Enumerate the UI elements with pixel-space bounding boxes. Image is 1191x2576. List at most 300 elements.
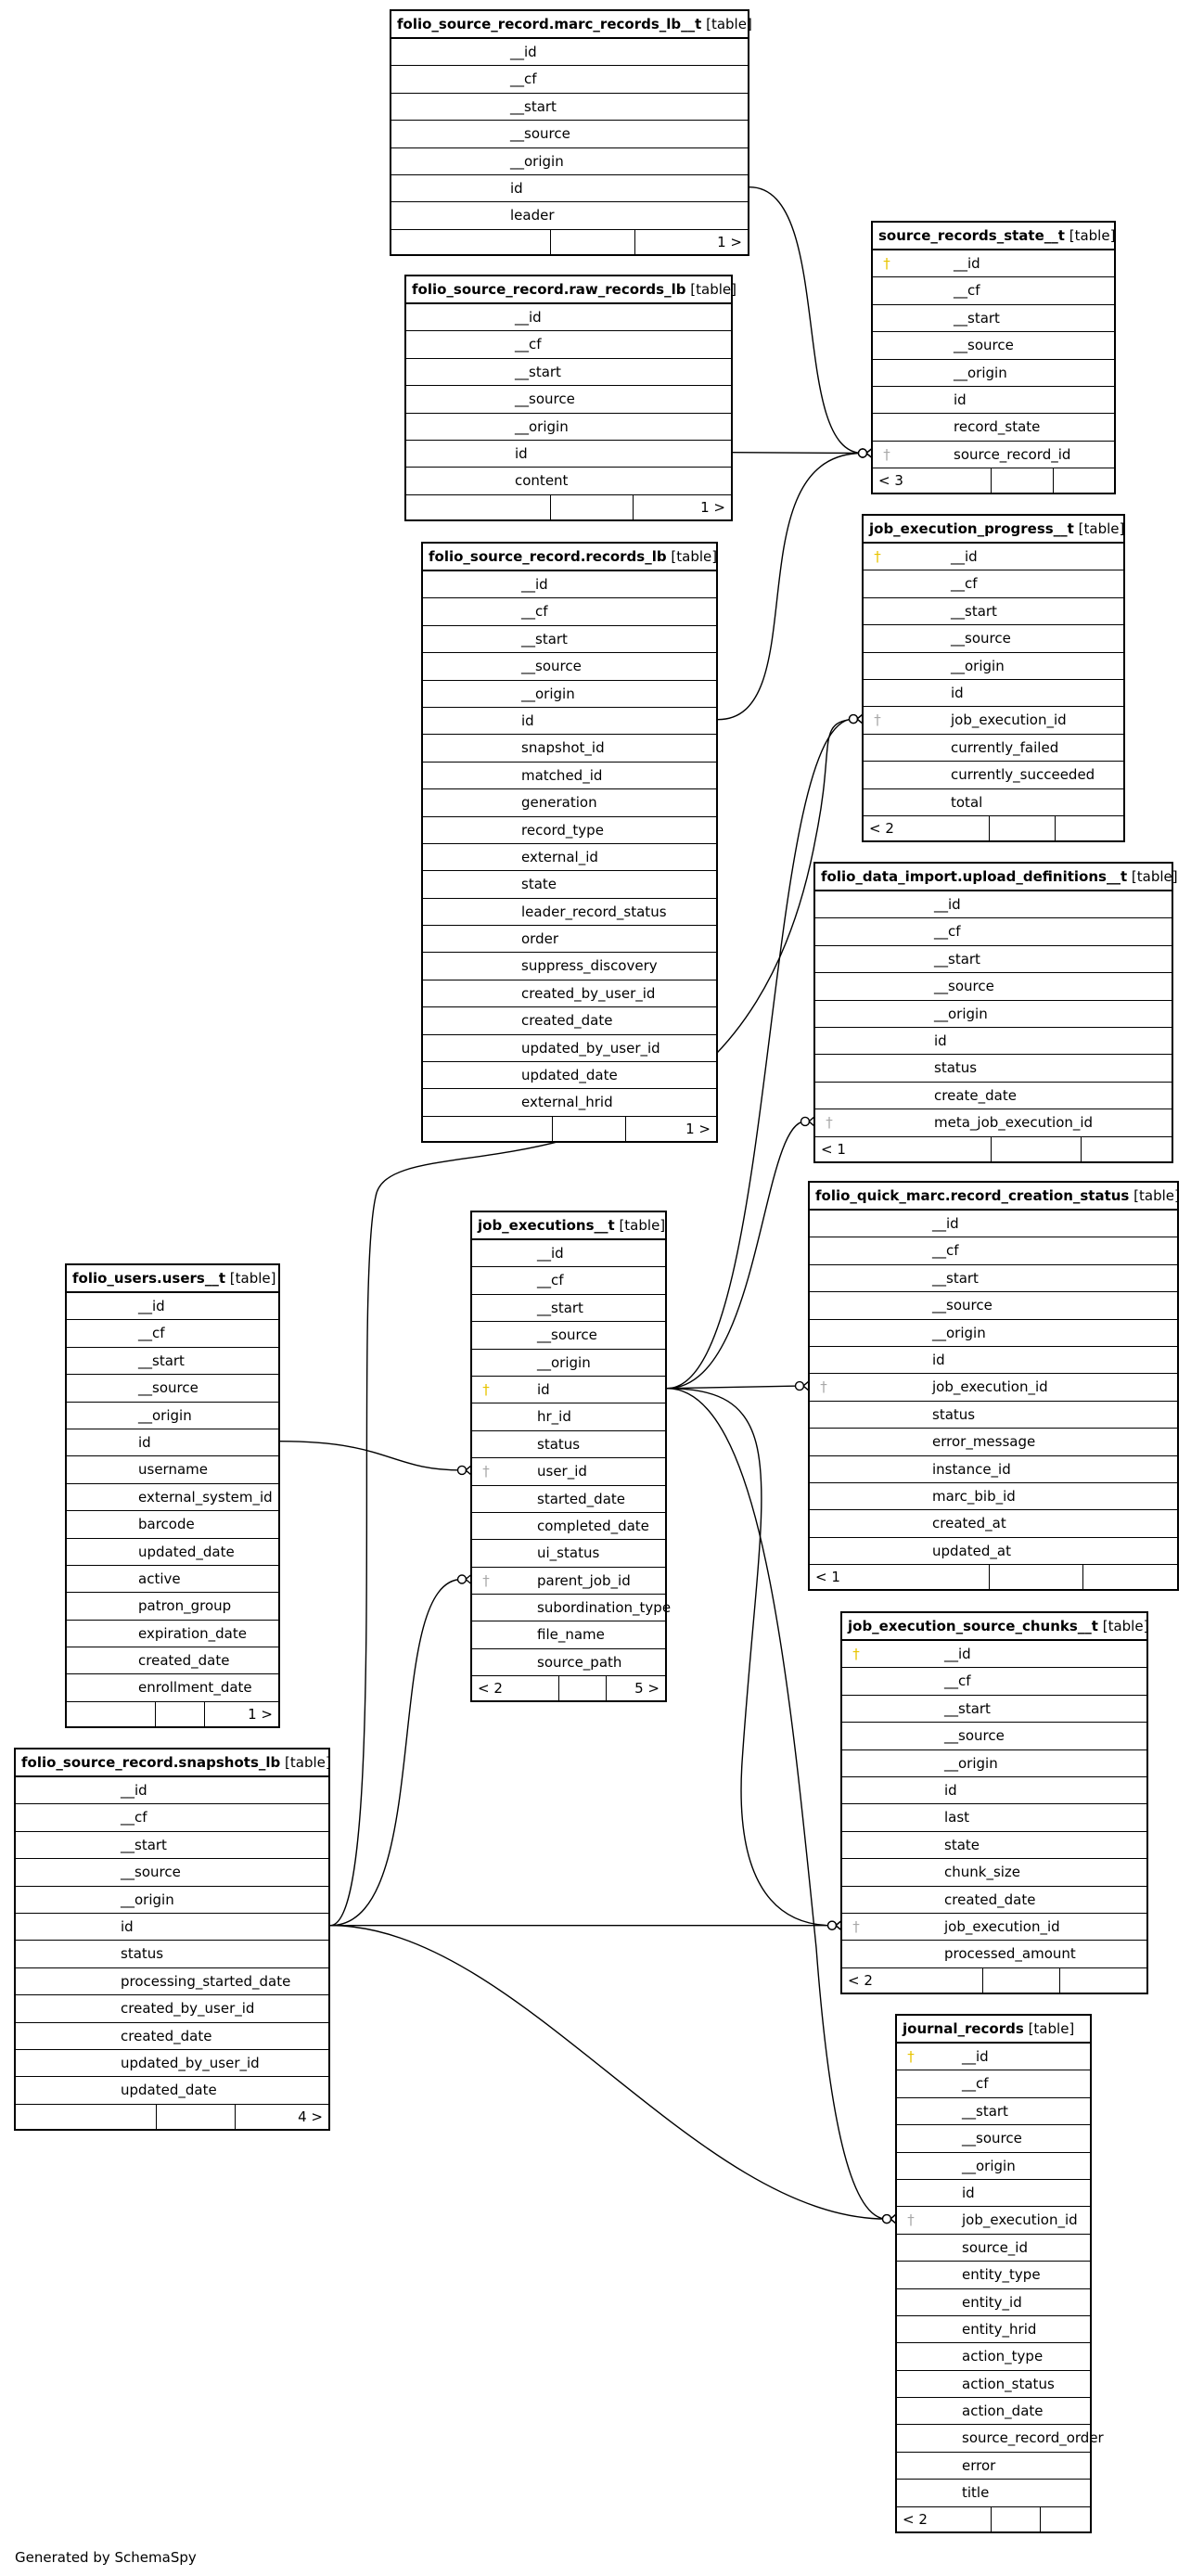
column-row-id[interactable] bbox=[406, 304, 731, 331]
column-row-id[interactable] bbox=[810, 1347, 1177, 1374]
table-footer bbox=[406, 495, 731, 519]
children-count bbox=[1056, 816, 1123, 840]
footer-cell bbox=[553, 1117, 626, 1141]
table-type-tag: [table] bbox=[285, 1754, 331, 1771]
column-row-source-record-id[interactable] bbox=[873, 442, 1114, 468]
column-name: __cf bbox=[932, 1242, 959, 1260]
table-footer bbox=[16, 2105, 328, 2129]
column-row-state[interactable] bbox=[423, 871, 716, 898]
table-header bbox=[472, 1212, 665, 1240]
footer-cell bbox=[990, 816, 1056, 840]
column-name: __id bbox=[934, 896, 961, 913]
column-row-action-type[interactable] bbox=[897, 2343, 1090, 2370]
column-row-cf[interactable] bbox=[864, 570, 1123, 597]
column-name: subordination_type bbox=[537, 1599, 672, 1617]
column-name: record_state bbox=[954, 418, 1041, 436]
column-row-source[interactable] bbox=[897, 2125, 1090, 2152]
column-name: leader_record_status bbox=[521, 903, 667, 920]
column-row-created-by-user-id[interactable] bbox=[16, 1995, 328, 2022]
column-row-record-type[interactable] bbox=[423, 817, 716, 844]
column-row-action-date[interactable] bbox=[897, 2398, 1090, 2425]
column-name: __id bbox=[121, 1782, 147, 1799]
column-row-id[interactable] bbox=[67, 1293, 278, 1320]
parents-count bbox=[16, 2105, 157, 2129]
column-name: action_type bbox=[962, 2348, 1044, 2365]
parents-count: < 3 bbox=[873, 468, 992, 493]
column-row-source[interactable] bbox=[391, 121, 748, 147]
column-row-updated-by-user-id[interactable] bbox=[16, 2050, 328, 2077]
column-row-source[interactable] bbox=[873, 332, 1114, 359]
edge-snap-to-journal bbox=[330, 1926, 887, 2219]
column-row-start[interactable] bbox=[864, 598, 1123, 625]
column-row-id[interactable] bbox=[423, 708, 716, 735]
column-row-instance-id[interactable] bbox=[810, 1456, 1177, 1483]
table-type-tag: [table] bbox=[229, 1270, 276, 1287]
column-row-start[interactable] bbox=[67, 1348, 278, 1375]
footer-cell bbox=[983, 1968, 1060, 1993]
column-row-completed-date[interactable] bbox=[472, 1513, 665, 1540]
column-row-origin[interactable] bbox=[472, 1350, 665, 1377]
column-name: record_type bbox=[521, 821, 604, 839]
column-name: entity_type bbox=[962, 2266, 1041, 2284]
column-row-source[interactable] bbox=[67, 1375, 278, 1402]
column-row-created-date[interactable] bbox=[842, 1887, 1146, 1914]
column-name: file_name bbox=[537, 1626, 605, 1644]
column-row-record-state[interactable] bbox=[873, 414, 1114, 441]
column-name: __cf bbox=[951, 575, 978, 593]
column-row-source[interactable] bbox=[472, 1322, 665, 1349]
column-row-origin[interactable] bbox=[67, 1403, 278, 1429]
column-row-source-record-order[interactable] bbox=[897, 2425, 1104, 2452]
edge-marc-to-state bbox=[749, 187, 863, 454]
column-row-start[interactable] bbox=[472, 1295, 665, 1322]
table-header bbox=[842, 1613, 1149, 1641]
parents-count: < 1 bbox=[815, 1137, 992, 1161]
column-name: instance_id bbox=[932, 1460, 1011, 1478]
column-row-order[interactable] bbox=[423, 926, 716, 953]
table-name: source_records_state__t bbox=[878, 227, 1065, 244]
column-name: expiration_date bbox=[138, 1624, 247, 1642]
column-row-id[interactable] bbox=[873, 250, 1114, 277]
table-header bbox=[423, 544, 716, 571]
column-row-updated-by-user-id[interactable] bbox=[423, 1035, 716, 1062]
column-row-origin[interactable] bbox=[873, 360, 1114, 387]
column-row-subordination-type[interactable] bbox=[472, 1595, 672, 1621]
column-name: __id bbox=[138, 1298, 165, 1314]
column-row-leader[interactable] bbox=[391, 202, 748, 229]
column-row-external-id[interactable] bbox=[423, 844, 716, 871]
table-source-chunks[interactable] bbox=[840, 1611, 1148, 1994]
column-row-entity-hrid[interactable] bbox=[897, 2316, 1090, 2343]
column-name: __start bbox=[932, 1269, 979, 1287]
column-row-source[interactable] bbox=[406, 386, 731, 413]
column-row-job-execution-id[interactable] bbox=[842, 1914, 1146, 1941]
column-row-meta-job-execution-id[interactable] bbox=[815, 1109, 1172, 1136]
table-footer bbox=[897, 2507, 1090, 2531]
zero-many-marker bbox=[458, 1575, 467, 1583]
column-name: created_date bbox=[121, 2027, 212, 2044]
column-row-username[interactable] bbox=[67, 1456, 278, 1483]
column-row-snapshot-id[interactable] bbox=[423, 735, 716, 762]
column-row-currently-succeeded[interactable] bbox=[864, 762, 1123, 788]
column-name: marc_bib_id bbox=[932, 1487, 1016, 1505]
column-row-source[interactable] bbox=[815, 973, 1172, 1000]
zero-many-marker bbox=[801, 1117, 810, 1125]
column-name: started_date bbox=[537, 1490, 626, 1507]
column-row-error-message[interactable] bbox=[810, 1429, 1177, 1455]
table-header bbox=[16, 1749, 331, 1777]
column-row-origin[interactable] bbox=[864, 653, 1123, 680]
column-name: __cf bbox=[954, 282, 980, 300]
column-row-start[interactable] bbox=[423, 626, 716, 653]
column-name: generation bbox=[521, 794, 597, 812]
children-count: 1 > bbox=[700, 498, 726, 516]
column-row-source[interactable] bbox=[864, 625, 1123, 652]
table-footer bbox=[864, 816, 1123, 840]
column-row-origin[interactable] bbox=[391, 148, 748, 175]
column-row-created-by-user-id[interactable] bbox=[423, 980, 716, 1007]
column-name: __source bbox=[138, 1379, 198, 1397]
column-name: __origin bbox=[521, 685, 575, 702]
column-row-ui-status[interactable] bbox=[472, 1540, 665, 1567]
column-row-id[interactable] bbox=[842, 1777, 1146, 1804]
column-name: __start bbox=[537, 1299, 583, 1316]
column-row-origin[interactable] bbox=[842, 1750, 1146, 1777]
column-row-active[interactable] bbox=[67, 1566, 278, 1593]
column-name: __id bbox=[510, 44, 537, 60]
column-row-id[interactable] bbox=[391, 175, 748, 202]
column-row-last[interactable] bbox=[842, 1804, 1146, 1831]
column-row-entity-type[interactable] bbox=[897, 2262, 1090, 2288]
column-name: content bbox=[515, 472, 569, 490]
column-row-id[interactable] bbox=[67, 1429, 278, 1456]
column-row-status[interactable] bbox=[472, 1431, 665, 1458]
children-count bbox=[1060, 1968, 1146, 1993]
column-row-origin[interactable] bbox=[815, 1001, 1172, 1028]
column-row-created-at[interactable] bbox=[810, 1510, 1177, 1537]
column-name: leader bbox=[510, 207, 555, 224]
table-records-lb[interactable] bbox=[421, 542, 718, 1143]
column-row-id[interactable] bbox=[810, 1211, 1177, 1237]
zero-many-marker bbox=[796, 1382, 804, 1391]
column-name: __origin bbox=[954, 364, 1007, 381]
column-row-cf[interactable] bbox=[391, 66, 748, 93]
footer-cell bbox=[157, 2105, 236, 2129]
column-name: order bbox=[521, 930, 558, 948]
column-row-chunk-size[interactable] bbox=[842, 1859, 1146, 1886]
column-name: created_date bbox=[944, 1890, 1036, 1908]
column-row-error[interactable] bbox=[897, 2453, 1090, 2480]
table-header bbox=[815, 864, 1178, 891]
column-row-start[interactable] bbox=[897, 2098, 1090, 2125]
column-row-cf[interactable] bbox=[406, 331, 731, 358]
column-row-id[interactable] bbox=[391, 39, 748, 66]
column-name: status bbox=[932, 1405, 976, 1423]
column-row-cf[interactable] bbox=[873, 277, 1114, 304]
table-type-tag: [table] bbox=[1131, 868, 1178, 885]
column-row-currently-failed[interactable] bbox=[864, 735, 1123, 762]
column-row-hr-id[interactable] bbox=[472, 1403, 665, 1430]
column-row-created-date[interactable] bbox=[423, 1007, 716, 1034]
column-row-cf[interactable] bbox=[423, 598, 716, 625]
column-row-cf[interactable] bbox=[810, 1237, 1177, 1264]
column-name: job_execution_id bbox=[951, 711, 1067, 729]
table-footer bbox=[391, 230, 748, 254]
table-name: folio_source_record.marc_records_lb__t bbox=[397, 16, 702, 32]
table-footer bbox=[842, 1968, 1146, 1993]
column-row-id[interactable] bbox=[472, 1240, 665, 1267]
generated-by-note: Generated by SchemaSpy bbox=[15, 2549, 197, 2566]
column-name: __origin bbox=[510, 152, 564, 170]
column-row-barcode[interactable] bbox=[67, 1511, 278, 1538]
column-row-parent-job-id[interactable] bbox=[472, 1568, 665, 1595]
parents-count bbox=[67, 1702, 156, 1726]
column-row-external-system-id[interactable] bbox=[67, 1484, 278, 1511]
column-row-marc-bib-id[interactable] bbox=[810, 1483, 1177, 1510]
table-type-tag: [table] bbox=[1102, 1618, 1149, 1634]
column-name: currently_failed bbox=[951, 738, 1059, 756]
column-name: currently_succeeded bbox=[951, 766, 1095, 784]
column-name: job_execution_id bbox=[962, 2211, 1078, 2229]
column-row-user-id[interactable] bbox=[472, 1458, 665, 1485]
table-source-records-state[interactable] bbox=[871, 221, 1116, 494]
column-row-start[interactable] bbox=[406, 359, 731, 386]
column-row-cf[interactable] bbox=[16, 1804, 328, 1831]
column-name: __id bbox=[962, 2048, 989, 2065]
column-name: id bbox=[515, 444, 528, 462]
column-row-started-date[interactable] bbox=[472, 1486, 665, 1513]
foreign-key-icon: † bbox=[852, 1917, 860, 1935]
children-count bbox=[1054, 468, 1114, 493]
column-name: __source bbox=[510, 125, 570, 143]
column-row-updated-date[interactable] bbox=[67, 1539, 278, 1566]
column-row-source-path[interactable] bbox=[472, 1649, 665, 1676]
column-row-origin[interactable] bbox=[16, 1887, 328, 1914]
column-row-expiration-date[interactable] bbox=[67, 1621, 278, 1647]
column-row-job-execution-id[interactable] bbox=[864, 707, 1123, 734]
column-row-entity-id[interactable] bbox=[897, 2289, 1090, 2316]
column-row-source-id[interactable] bbox=[897, 2235, 1090, 2262]
footer-cell bbox=[990, 1565, 1083, 1589]
table-journal-records[interactable] bbox=[895, 2014, 1104, 2533]
column-row-id[interactable] bbox=[472, 1377, 665, 1403]
column-name: __source bbox=[932, 1297, 992, 1314]
column-row-external-hrid[interactable] bbox=[423, 1089, 716, 1116]
column-name: ui_status bbox=[537, 1544, 600, 1562]
edge-je-to-upload bbox=[667, 1121, 805, 1389]
column-row-status[interactable] bbox=[815, 1055, 1172, 1082]
parents-count bbox=[391, 230, 551, 254]
table-snapshots[interactable] bbox=[14, 1748, 330, 2131]
column-name: __id bbox=[521, 576, 548, 593]
table-footer bbox=[67, 1702, 278, 1726]
table-upload-defs[interactable] bbox=[813, 862, 1178, 1163]
column-row-status[interactable] bbox=[16, 1941, 328, 1967]
column-row-start[interactable] bbox=[810, 1265, 1177, 1292]
column-row-source[interactable] bbox=[16, 1859, 328, 1886]
column-row-created-date[interactable] bbox=[16, 2023, 328, 2050]
column-row-id[interactable] bbox=[864, 680, 1123, 707]
column-row-source[interactable] bbox=[810, 1292, 1177, 1319]
column-name: patron_group bbox=[138, 1597, 232, 1615]
column-row-suppress-discovery[interactable] bbox=[423, 953, 716, 980]
column-row-id[interactable] bbox=[815, 891, 1172, 918]
primary-key-icon: † bbox=[883, 255, 890, 272]
column-row-created-date[interactable] bbox=[67, 1647, 278, 1674]
column-name: action_date bbox=[962, 2403, 1044, 2420]
column-row-origin[interactable] bbox=[810, 1320, 1177, 1347]
column-row-leader-record-status[interactable] bbox=[423, 899, 716, 926]
column-row-start[interactable] bbox=[16, 1832, 328, 1859]
parents-count: < 2 bbox=[897, 2507, 992, 2531]
column-row-id[interactable] bbox=[864, 544, 1123, 570]
column-row-updated-at[interactable] bbox=[810, 1538, 1177, 1565]
column-row-cf[interactable] bbox=[897, 2070, 1090, 2097]
column-name: suppress_discovery bbox=[521, 957, 658, 975]
column-row-job-execution-id[interactable] bbox=[810, 1374, 1177, 1401]
column-row-start[interactable] bbox=[842, 1696, 1146, 1723]
column-row-patron-group[interactable] bbox=[67, 1593, 278, 1620]
column-row-enrollment-date[interactable] bbox=[67, 1674, 278, 1701]
table-name: folio_quick_marc.record_creation_status bbox=[815, 1187, 1130, 1204]
column-row-id[interactable] bbox=[873, 387, 1114, 414]
column-name: source_record_id bbox=[954, 445, 1071, 463]
column-name: source_record_order bbox=[962, 2429, 1104, 2447]
column-name: __start bbox=[510, 97, 557, 115]
column-row-status[interactable] bbox=[810, 1402, 1177, 1429]
column-row-start[interactable] bbox=[391, 94, 748, 121]
column-name: active bbox=[138, 1570, 181, 1587]
table-name: folio_data_import.upload_definitions__t bbox=[821, 868, 1128, 885]
table-job-executions[interactable] bbox=[470, 1211, 672, 1702]
table-name: job_execution_progress__t bbox=[869, 520, 1074, 537]
column-name: parent_job_id bbox=[537, 1571, 631, 1589]
column-row-generation[interactable] bbox=[423, 789, 716, 816]
column-name: barcode bbox=[138, 1516, 195, 1533]
footer-cell bbox=[559, 1676, 607, 1700]
column-row-file-name[interactable] bbox=[472, 1621, 665, 1648]
column-row-start[interactable] bbox=[815, 946, 1172, 973]
column-row-id[interactable] bbox=[815, 1028, 1172, 1055]
table-quick-marc[interactable] bbox=[808, 1181, 1179, 1591]
footer-cell bbox=[551, 495, 634, 519]
column-row-state[interactable] bbox=[842, 1832, 1146, 1859]
column-name: source_path bbox=[537, 1653, 622, 1671]
column-row-total[interactable] bbox=[864, 789, 1123, 816]
column-row-id[interactable] bbox=[842, 1641, 1146, 1668]
zero-many-marker bbox=[850, 715, 858, 724]
table-header bbox=[391, 11, 752, 39]
column-name: created_date bbox=[138, 1652, 230, 1670]
column-name: id bbox=[944, 1781, 957, 1799]
footer-cell bbox=[992, 1137, 1082, 1161]
footer-cell bbox=[551, 230, 635, 254]
column-row-processing-started-date[interactable] bbox=[16, 1968, 328, 1995]
column-name: entity_id bbox=[962, 2293, 1022, 2311]
column-name: id bbox=[521, 711, 534, 729]
table-users[interactable] bbox=[65, 1263, 280, 1728]
column-row-origin[interactable] bbox=[423, 681, 716, 708]
table-type-tag: [table] bbox=[706, 16, 752, 32]
column-name: __id bbox=[932, 1215, 959, 1232]
foreign-key-icon: † bbox=[820, 1378, 827, 1396]
column-name: __start bbox=[951, 602, 997, 620]
column-row-start[interactable] bbox=[873, 305, 1114, 332]
column-row-origin[interactable] bbox=[406, 414, 731, 441]
column-row-source[interactable] bbox=[423, 653, 716, 680]
column-row-cf[interactable] bbox=[815, 918, 1172, 945]
parents-count: < 2 bbox=[842, 1968, 983, 1993]
column-row-job-execution-id[interactable] bbox=[897, 2207, 1090, 2234]
table-header bbox=[873, 223, 1114, 250]
column-row-updated-date[interactable] bbox=[423, 1062, 716, 1089]
column-name: last bbox=[944, 1809, 970, 1826]
foreign-key-icon: † bbox=[482, 1571, 490, 1589]
column-name: meta_job_execution_id bbox=[934, 1114, 1094, 1132]
edge-snap-to-parentjob bbox=[330, 1580, 462, 1926]
column-row-action-status[interactable] bbox=[897, 2371, 1090, 2398]
column-name: status bbox=[537, 1435, 581, 1453]
column-row-id[interactable] bbox=[897, 2044, 1090, 2070]
table-job-exec-progress[interactable] bbox=[862, 514, 1125, 842]
column-row-matched-id[interactable] bbox=[423, 763, 716, 789]
column-name: __source bbox=[962, 2130, 1022, 2147]
column-row-id[interactable] bbox=[406, 441, 731, 468]
parents-count: < 2 bbox=[472, 1676, 559, 1700]
footer-cell bbox=[992, 468, 1054, 493]
column-row-source[interactable] bbox=[842, 1723, 1146, 1749]
table-type-tag: [table] bbox=[1078, 520, 1125, 537]
column-row-id[interactable] bbox=[897, 2180, 1090, 2207]
column-row-id[interactable] bbox=[423, 571, 716, 598]
column-name: updated_date bbox=[521, 1067, 618, 1084]
column-row-id[interactable] bbox=[16, 1914, 328, 1941]
table-header bbox=[897, 2016, 1090, 2044]
column-name: state bbox=[521, 876, 557, 893]
zero-many-marker bbox=[828, 1921, 837, 1929]
column-row-origin[interactable] bbox=[897, 2153, 1090, 2180]
column-row-title[interactable] bbox=[897, 2480, 1090, 2506]
table-type-tag: [table] bbox=[1069, 227, 1116, 244]
primary-key-icon: † bbox=[907, 2048, 915, 2065]
column-name: matched_id bbox=[521, 766, 603, 784]
zero-many-marker bbox=[859, 449, 867, 457]
column-row-content[interactable] bbox=[406, 468, 731, 494]
column-row-processed-amount[interactable] bbox=[842, 1941, 1146, 1967]
column-row-updated-date[interactable] bbox=[16, 2077, 328, 2104]
table-raw-records[interactable] bbox=[404, 275, 736, 521]
column-name: updated_by_user_id bbox=[121, 2054, 260, 2071]
table-name: folio_users.users__t bbox=[72, 1270, 225, 1287]
table-marc-records[interactable] bbox=[390, 9, 752, 256]
children-count: 1 > bbox=[685, 1120, 711, 1137]
edge-je-to-quickmarc bbox=[667, 1386, 800, 1389]
column-row-cf[interactable] bbox=[472, 1267, 665, 1294]
table-type-tag: [table] bbox=[1028, 2020, 1075, 2037]
column-row-id[interactable] bbox=[16, 1777, 328, 1804]
column-name: __source bbox=[934, 978, 994, 995]
children-count: 5 > bbox=[634, 1680, 660, 1698]
column-row-cf[interactable] bbox=[67, 1320, 278, 1347]
column-name: external_system_id bbox=[138, 1488, 273, 1506]
column-row-create-date[interactable] bbox=[815, 1083, 1172, 1109]
parents-count: < 2 bbox=[864, 816, 990, 840]
primary-key-icon: † bbox=[482, 1380, 490, 1398]
children-count bbox=[1082, 1137, 1172, 1161]
column-row-cf[interactable] bbox=[842, 1668, 1146, 1695]
column-name: title bbox=[962, 2484, 990, 2502]
column-name: __cf bbox=[934, 923, 961, 941]
